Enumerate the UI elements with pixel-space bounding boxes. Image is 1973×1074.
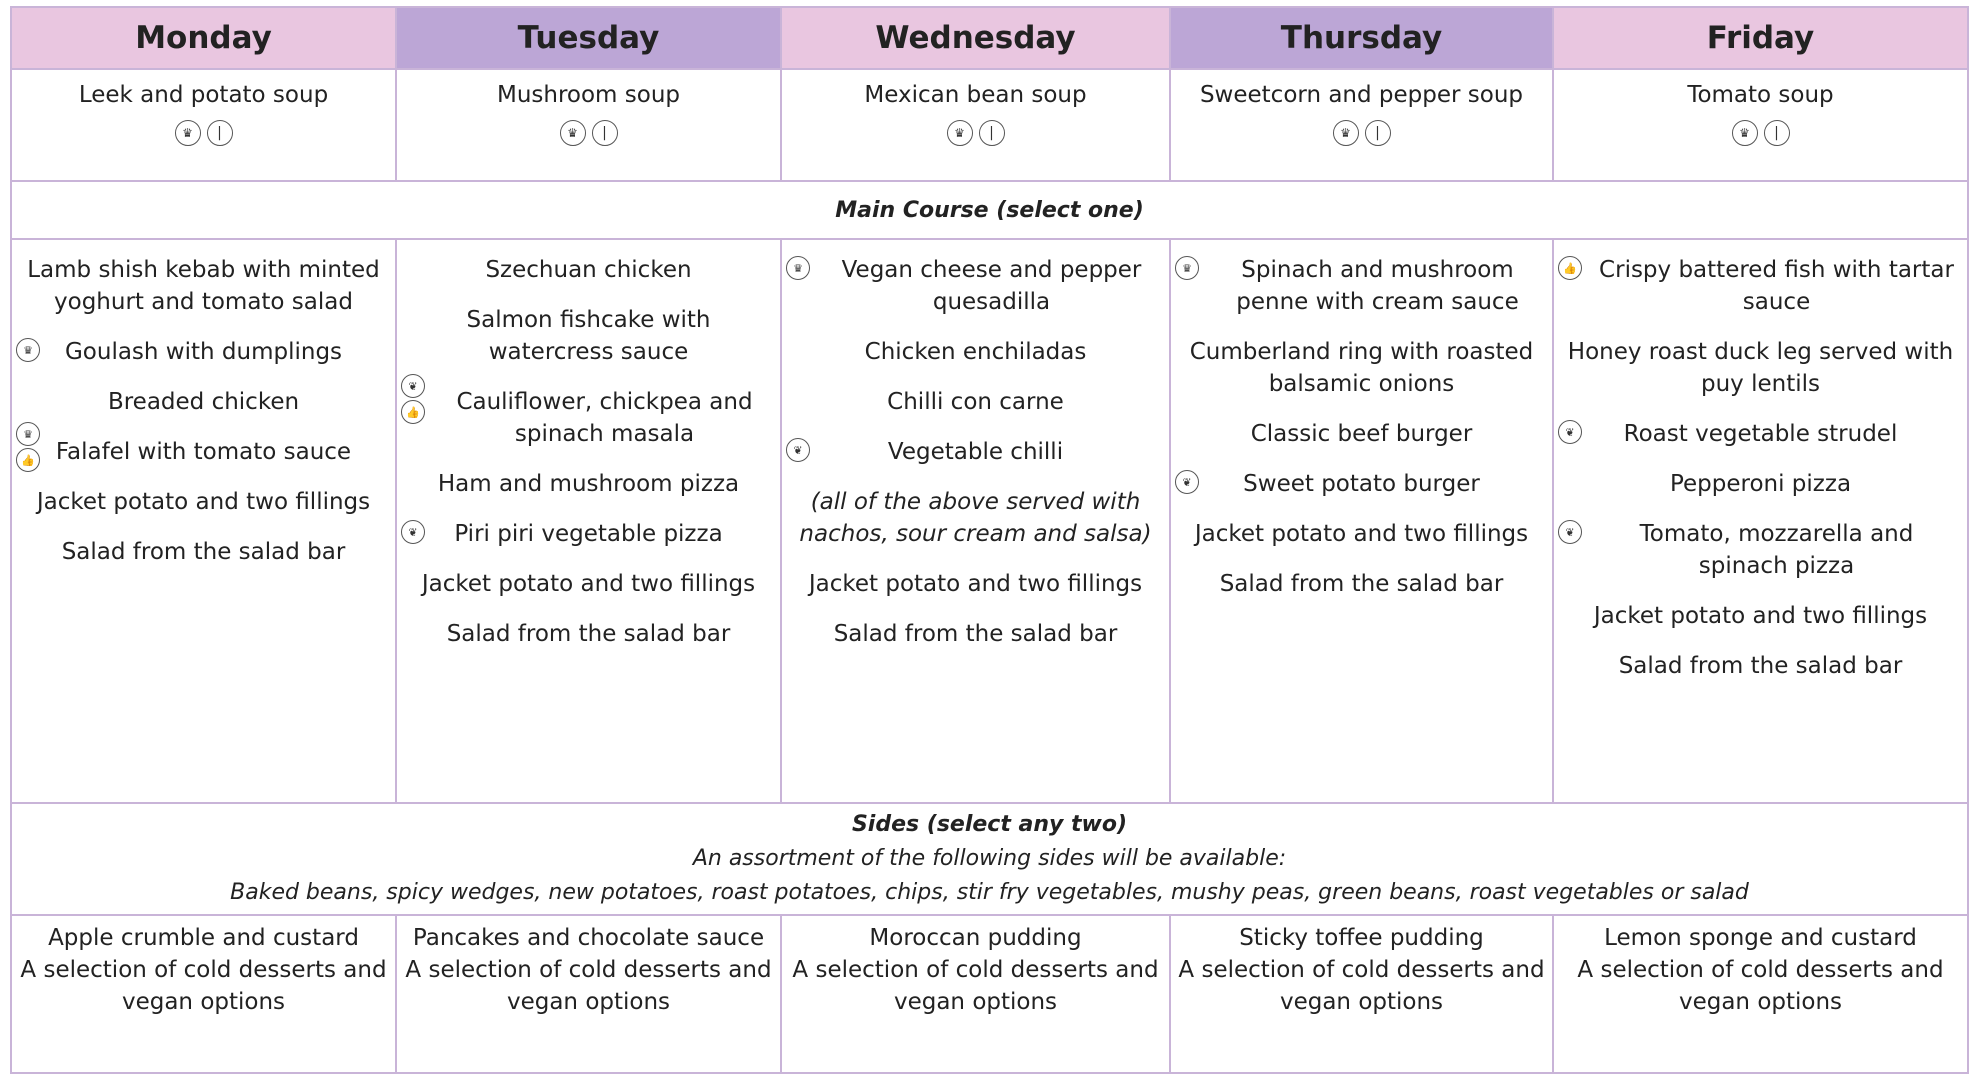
menu-item: [782, 436, 1169, 468]
menu-item-label: Vegan cheese and pepper quesadilla: [841, 257, 1142, 315]
menu-item: [1554, 518, 1967, 582]
soup-name: Mushroom soup: [496, 82, 681, 108]
dessert-tuesday: [396, 915, 781, 1073]
info-icon: |: [979, 120, 1005, 146]
menu-item-label: Falafel with tomato sauce: [55, 439, 352, 465]
crown-icon: ♛: [560, 120, 586, 146]
menu-item-label: Piri piri vegetable pizza: [454, 521, 723, 547]
mains-wednesday: [781, 239, 1170, 803]
menu-item: Chilli con carne: [887, 389, 1064, 415]
dessert-item: A selection of cold desserts and vegan options: [792, 957, 1159, 1015]
menu-item: Chicken enchiladas: [864, 339, 1087, 365]
soup-name: Mexican bean soup: [864, 82, 1087, 108]
leaf-icon: ❦: [1558, 520, 1582, 544]
menu-item: Jacket potato and two fillings: [808, 571, 1143, 597]
info-icon: |: [1365, 120, 1391, 146]
menu-item: [397, 379, 780, 450]
crown-icon: ♛: [1732, 120, 1758, 146]
crown-icon: ♛: [1333, 120, 1359, 146]
dessert-item: A selection of cold desserts and vegan options: [405, 957, 772, 1015]
day-tuesday: Tuesday: [396, 7, 781, 69]
menu-item-label: Crispy battered fish with tartar sauce: [1599, 257, 1954, 315]
menu-item: Lamb shish kebab with minted yoghurt and tomato salad: [27, 257, 380, 315]
menu-item: Classic beef burger: [1250, 421, 1473, 447]
soup-row: [11, 69, 1968, 181]
menu-item: Szechuan chicken: [485, 257, 692, 283]
main-course-heading: Main Course (select one): [11, 181, 1968, 239]
menu-item-label: Vegetable chilli: [887, 439, 1064, 465]
mains-thursday: [1170, 239, 1553, 803]
dessert-item: Moroccan pudding: [869, 925, 1082, 951]
dessert-item: Sticky toffee pudding: [1239, 925, 1484, 951]
menu-item: Salad from the salad bar: [1219, 571, 1504, 597]
menu-item: Jacket potato and two fillings: [36, 489, 371, 515]
menu-item-label: Tomato, mozzarella and spinach pizza: [1639, 521, 1914, 579]
leaf-icon: ❦: [1175, 470, 1199, 494]
soup-monday: [11, 69, 396, 181]
soup-wednesday: [781, 69, 1170, 181]
thumb-icon: 👍: [16, 448, 40, 472]
menu-item: Jacket potato and two fillings: [1194, 521, 1529, 547]
leaf-icon: ❦: [401, 374, 425, 398]
soup-thursday: [1170, 69, 1553, 181]
main-course-row: [11, 239, 1968, 803]
menu-item-label: Goulash with dumplings: [64, 339, 343, 365]
menu-item: [1171, 254, 1552, 318]
day-thursday: Thursday: [1170, 7, 1553, 69]
leaf-icon: ❦: [786, 438, 810, 462]
dessert-row: [11, 915, 1968, 1073]
weekly-menu: [10, 6, 1967, 1039]
leaf-icon: ❦: [1558, 420, 1582, 444]
dessert-monday: [11, 915, 396, 1073]
menu-item: Salad from the salad bar: [446, 621, 731, 647]
mains-monday: [11, 239, 396, 803]
menu-item-label: Cauliflower, chickpea and spinach masala: [456, 389, 753, 447]
menu-item: Honey roast duck leg served with puy lentils: [1567, 339, 1954, 397]
sides-cell: [11, 803, 1968, 915]
sides-heading: Sides (select any two): [851, 812, 1128, 837]
menu-item-label: Spinach and mushroom penne with cream sauce: [1236, 257, 1519, 315]
mains-friday: [1553, 239, 1968, 803]
day-header-row: [11, 7, 1968, 69]
leaf-icon: ❦: [401, 520, 425, 544]
menu-note: (all of the above served with nachos, sour cream and salsa): [799, 489, 1152, 547]
thumb-icon: 👍: [1558, 256, 1582, 280]
mains-tuesday: [396, 239, 781, 803]
menu-item: Ham and mushroom pizza: [437, 471, 740, 497]
dessert-item: A selection of cold desserts and vegan options: [1178, 957, 1545, 1015]
info-icon: |: [207, 120, 233, 146]
menu-item: Salad from the salad bar: [1618, 653, 1903, 679]
dessert-item: Apple crumble and custard: [48, 925, 359, 951]
dessert-friday: [1553, 915, 1968, 1073]
menu-item: [1554, 254, 1967, 318]
soup-name: Leek and potato soup: [78, 82, 329, 108]
soup-tuesday: [396, 69, 781, 181]
dessert-item: Pancakes and chocolate sauce: [412, 925, 765, 951]
sides-list: Baked beans, spicy wedges, new potatoes, roast potatoes, chips, stir fry vegetables, mushy peas, green beans, roast vegetables or salad: [230, 880, 1749, 905]
soup-friday: [1553, 69, 1968, 181]
day-friday: Friday: [1553, 7, 1968, 69]
crown-icon: ♛: [1175, 256, 1199, 280]
soup-name: Tomato soup: [1687, 82, 1834, 108]
soup-name: Sweetcorn and pepper soup: [1199, 82, 1524, 108]
crown-icon: ♛: [786, 256, 810, 280]
crown-icon: ♛: [16, 338, 40, 362]
crown-icon: ♛: [16, 422, 40, 446]
dessert-item: Lemon sponge and custard: [1604, 925, 1917, 951]
info-icon: |: [592, 120, 618, 146]
day-monday: Monday: [11, 7, 396, 69]
menu-item-label: Sweet potato burger: [1243, 471, 1480, 497]
main-course-heading-row: [11, 181, 1968, 239]
day-wednesday: Wednesday: [781, 7, 1170, 69]
menu-item: Salmon fishcake with watercress sauce: [466, 307, 711, 365]
menu-item: [1171, 468, 1552, 500]
crown-icon: ♛: [947, 120, 973, 146]
menu-item: [1554, 418, 1967, 450]
menu-item: [12, 336, 395, 368]
sides-row: [11, 803, 1968, 915]
info-icon: |: [1764, 120, 1790, 146]
menu-item: [397, 518, 780, 550]
menu-item: [782, 254, 1169, 318]
menu-item: Jacket potato and two fillings: [1593, 603, 1928, 629]
dessert-item: A selection of cold desserts and vegan options: [1577, 957, 1944, 1015]
sides-intro: An assortment of the following sides will be available:: [692, 846, 1287, 871]
dessert-wednesday: [781, 915, 1170, 1073]
menu-table: [10, 6, 1969, 1074]
dessert-item: A selection of cold desserts and vegan options: [20, 957, 387, 1015]
menu-item: Jacket potato and two fillings: [421, 571, 756, 597]
menu-item: Salad from the salad bar: [833, 621, 1118, 647]
menu-item: Breaded chicken: [107, 389, 300, 415]
crown-icon: ♛: [175, 120, 201, 146]
menu-item: Pepperoni pizza: [1669, 471, 1852, 497]
menu-item-label: Roast vegetable strudel: [1623, 421, 1898, 447]
menu-item: Cumberland ring with roasted balsamic onions: [1189, 339, 1534, 397]
menu-item: [12, 427, 395, 468]
dessert-thursday: [1170, 915, 1553, 1073]
thumb-icon: 👍: [401, 400, 425, 424]
menu-item: Salad from the salad bar: [61, 539, 346, 565]
